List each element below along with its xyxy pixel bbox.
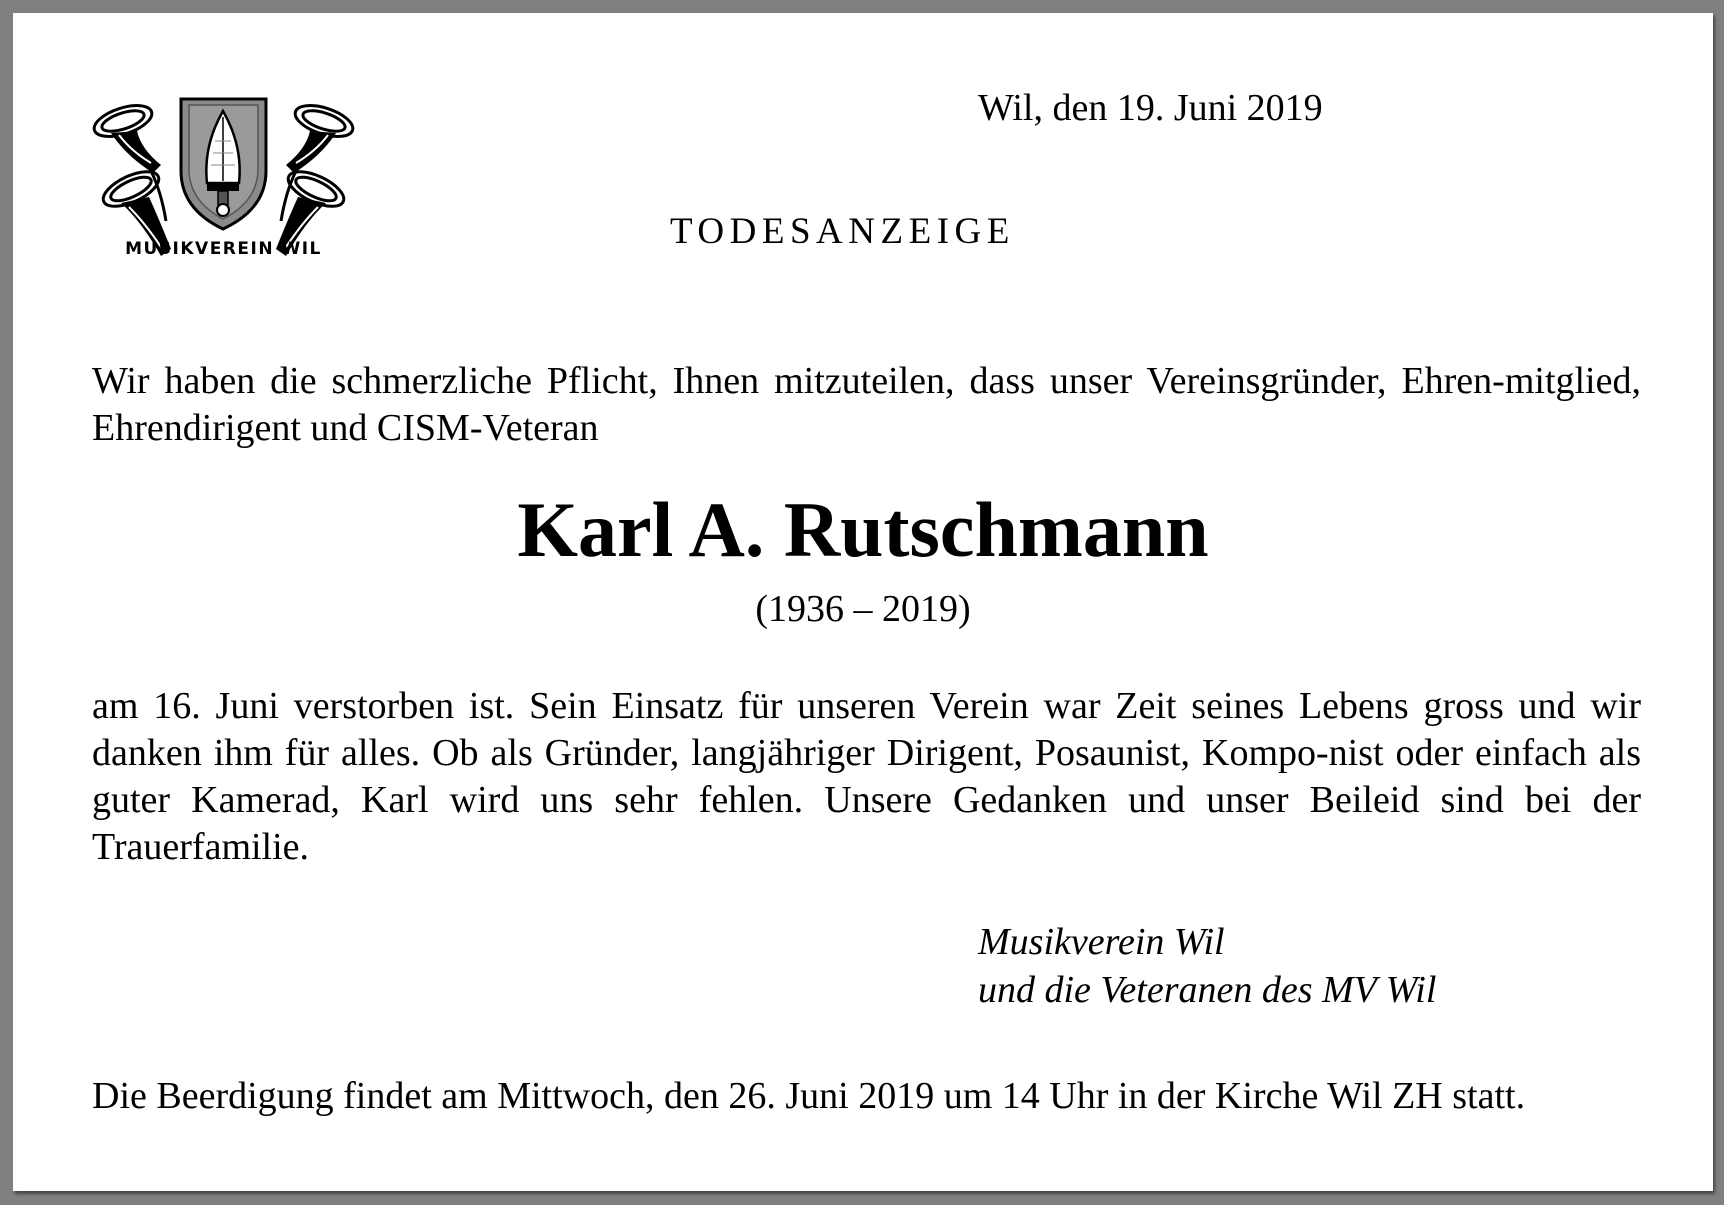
notice-date: Wil, den 19. Juni 2019 (978, 87, 1323, 129)
deceased-name: Karl A. Rutschmann (517, 486, 1209, 573)
funeral-info: Die Beerdigung findet am Mittwoch, den 26. Juni 2019 um 14 Uhr in der Kirche Wil ZH statt. (92, 1075, 1526, 1117)
intro-paragraph: Wir haben die schmerzliche Pflicht, Ihnen mitzuteilen, dass unser Vereinsgründer, Ehren-mitglied, Ehrendirigent und CISM-Veteran (92, 360, 1641, 449)
signature-block (978, 918, 1436, 1014)
logo-text: MUSIKVEREIN WIL (125, 239, 322, 259)
signature-line-2: und die Veteranen des MV Wil (978, 969, 1437, 1011)
musikverein-wil-logo (91, 91, 356, 291)
notice-title: TODESANZEIGE (670, 211, 1015, 252)
coat-of-arms-horns-icon (91, 91, 356, 291)
body-paragraph: am 16. Juni verstorben ist. Sein Einsatz für unseren Verein war Zeit seines Lebens gross und wir danken ihm für alles. Ob als Gründer, langjähriger Dirigent, Posaunist, Kompo-nist oder einfach als guter Kamerad, Karl wird uns sehr fehlen. Unsere Gedanken und unser Beileid sind bei der Trauerfamilie. (92, 685, 1641, 868)
deceased-years: (1936 – 2019) (755, 588, 971, 630)
signature-line-1: Musikverein Wil (978, 921, 1225, 963)
obituary-page (13, 13, 1713, 1191)
